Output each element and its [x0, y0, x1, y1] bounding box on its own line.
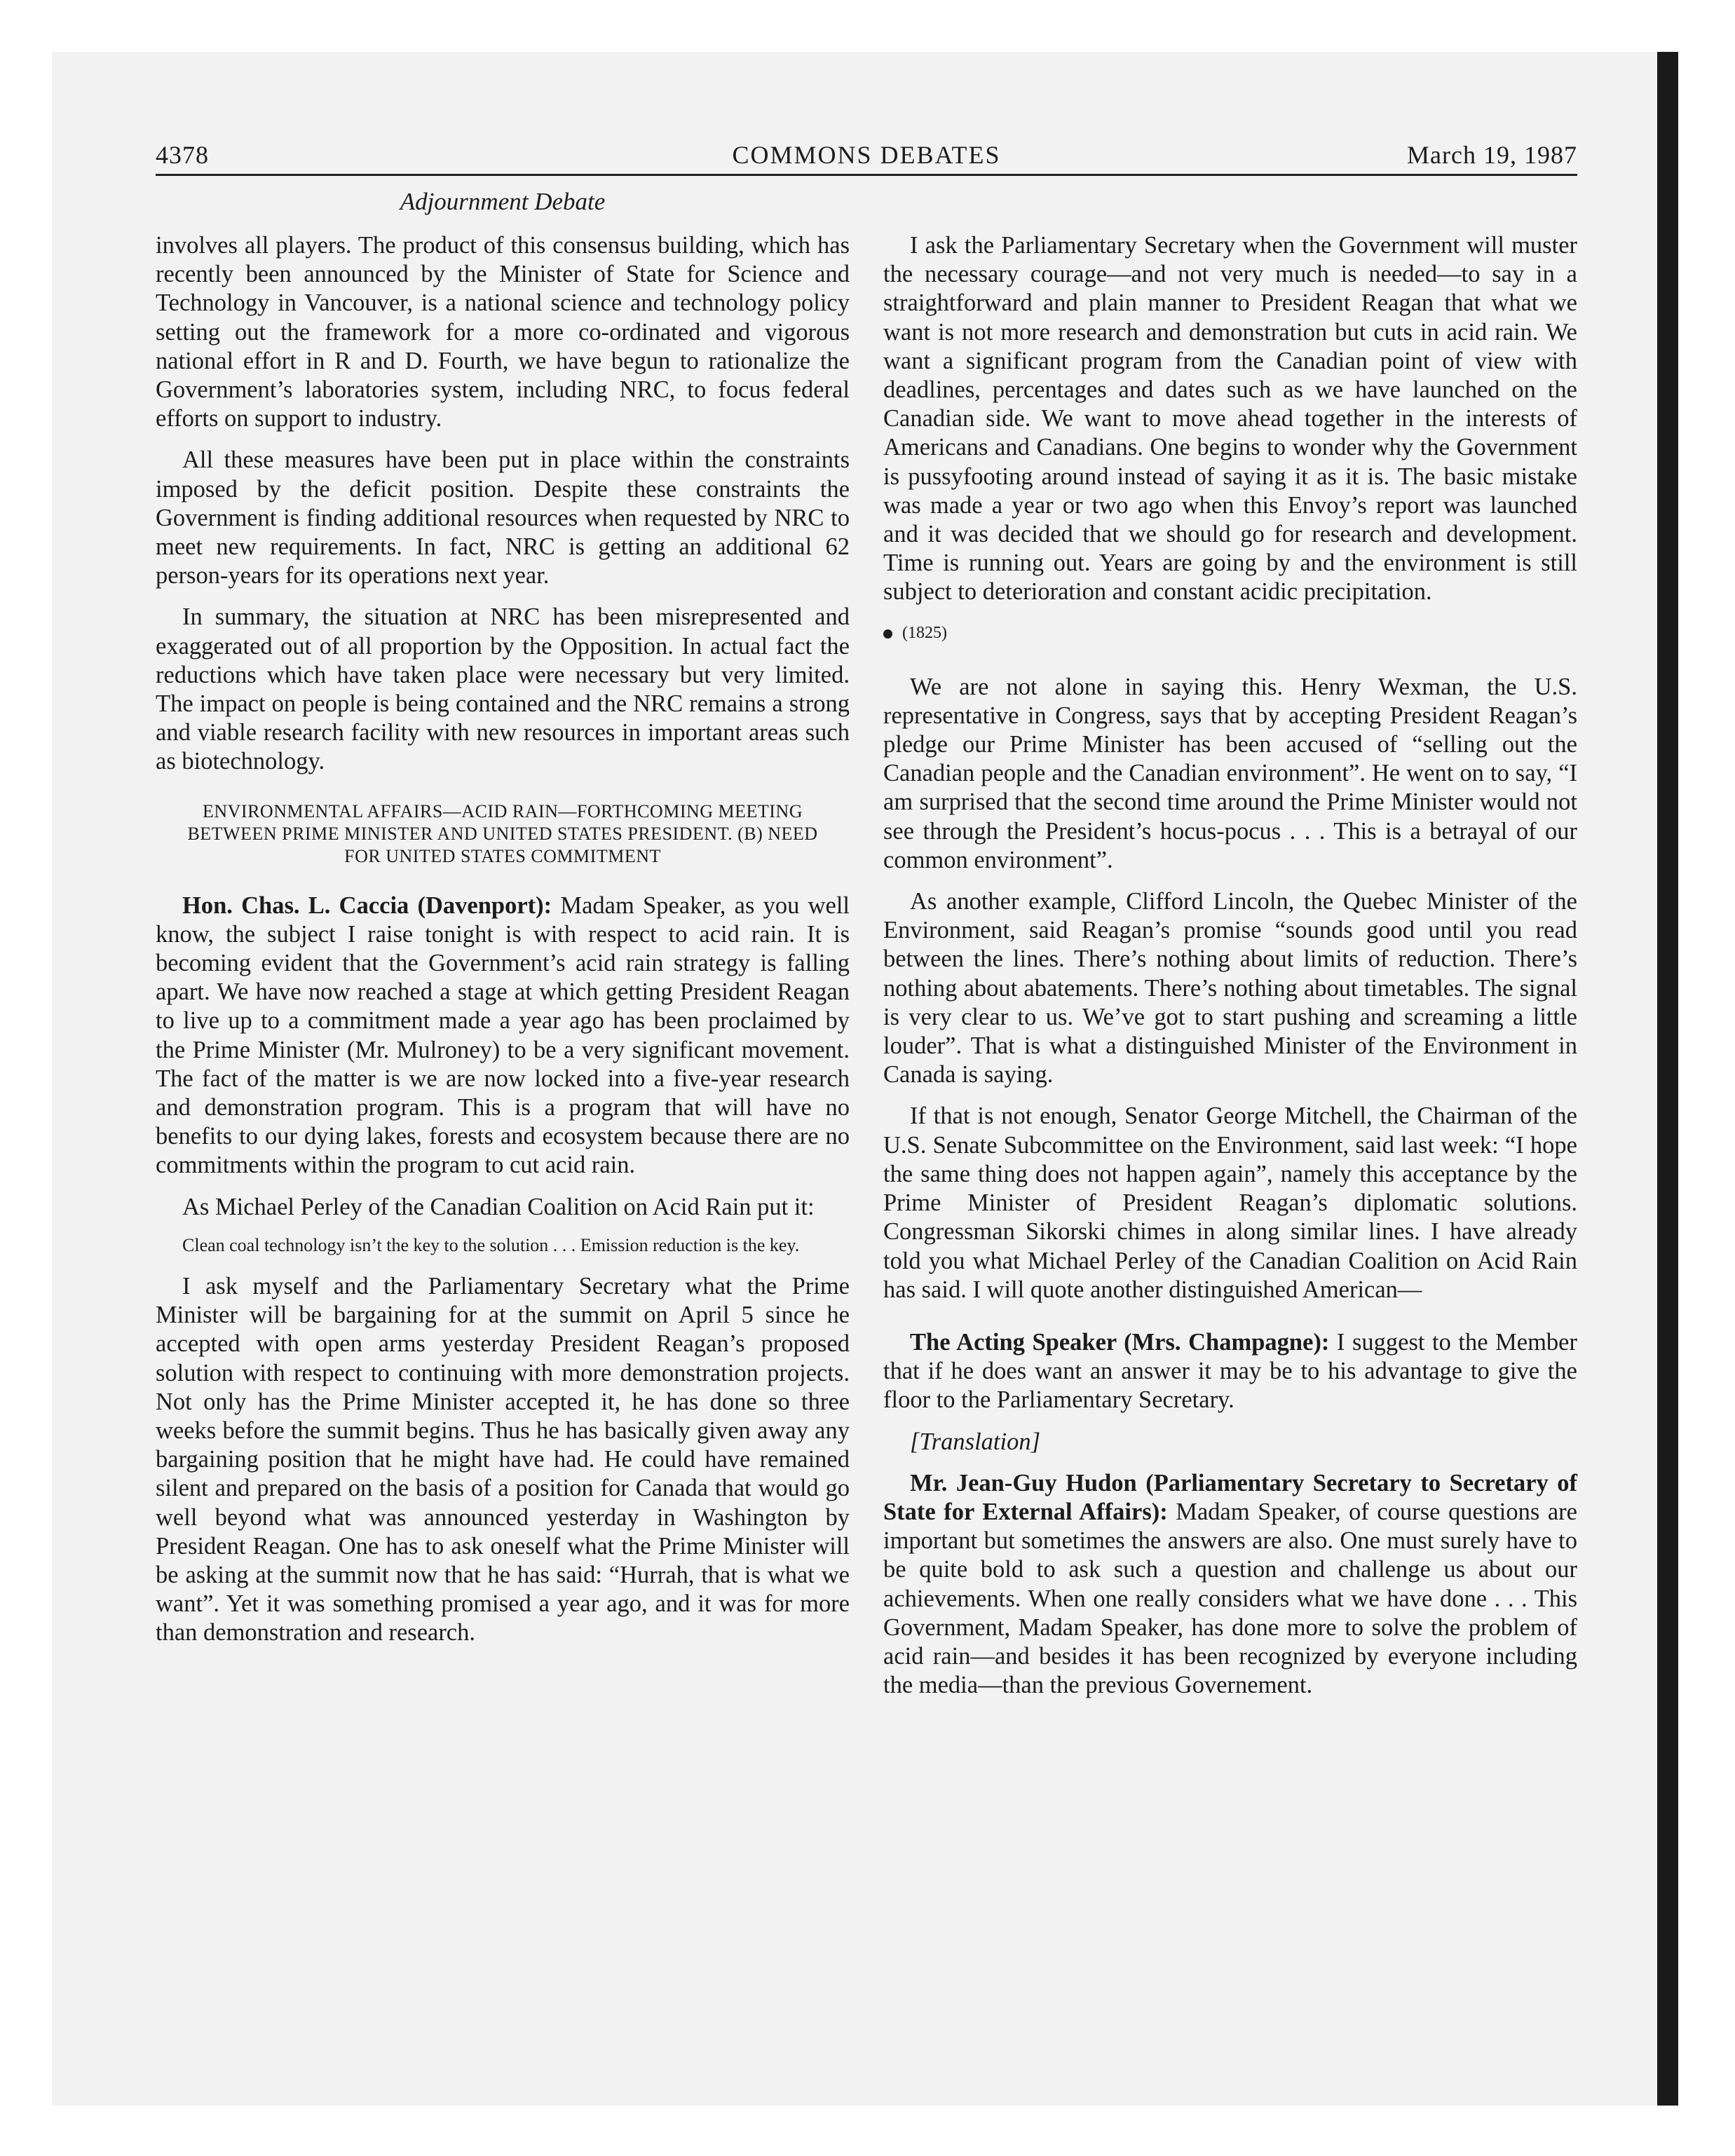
paragraph: As another example, Clifford Lincoln, the Quebec Minister of the Environment, said Reagan’s promise “sounds good until you read between the lines. There’s nothing about limits of reduction. There’s nothing about abatements. There’s nothing about timetables. The signal is very clear to us. We’ve got to start pushing and screaming a little louder”. That is what a distinguished Minister of the Environment in Canada is saying. [883, 888, 1577, 1089]
translation-label: [Translation] [910, 1428, 1041, 1455]
left-column [156, 231, 850, 1660]
section-title: Adjournment Debate [400, 188, 606, 215]
paragraph: I ask myself and the Parliamentary Secretary what the Prime Minister will be bargaining for at the summit on April 5 since he accepted with open arms yesterday President Reagan’s proposed solution with respect to continuing with more demonstration projects. Not only has the Prime Minister accepted it, he has done so three weeks before the summit begins. Thus he has basically given away any bargaining position that he might have had. He could have remained silent and prepared on the basis of a position for Canada that would go well beyond what was announced yesterday in Washington by President Reagan. One has to ask oneself what the Prime Minister will be asking at the summit now that he has said: “Hurrah, that is what we want”. Yet it was something promised a year ago, and it was for more than demonstration and research. [156, 1272, 850, 1646]
right-column [883, 231, 1577, 1712]
paragraph: In summary, the situation at NRC has been misrepresented and exaggerated out of all proportion by the Opposition. In actual fact the reductions which have taken place were necessary but very limited. The impact on people is being contained and the NRC remains a strong and viable research facility with new resources in important areas such as biotechnology. [156, 603, 850, 775]
paragraph: If that is not enough, Senator George Mitchell, the Chairman of the U.S. Senate Subcommittee on the Environment, said last week: “I hope the same thing does not happen again”, namely this acceptance by the Prime Minister of President Reagan’s diplomatic solutions. Congressman Sikorski chimes in along similar lines. I have already told you what Michael Perley of the Canadian Coalition on Acid Rain has said. I will quote another distinguished American— [883, 1103, 1577, 1303]
time-marker-text: (1825) [902, 623, 947, 642]
running-header [156, 135, 1577, 176]
speech-text: I suggest to the Member that if he does want an answer it may be to his advantage to give the floor to the Parliamentary Secretary. [883, 1328, 1577, 1414]
page-edge-shadow [1657, 52, 1678, 2106]
speaker-name: The Acting Speaker (Mrs. Champagne): [910, 1328, 1330, 1356]
speaker-name: Mr. Jean-Guy Hudon (Parliamentary Secretary to Secretary of State for External Affairs): [883, 1469, 1577, 1525]
paragraph: We are not alone in saying this. Henry Wexman, the U.S. representative in Congress, says that by accepting President Reagan’s pledge our Prime Minister has been accused of “selling out the Canadian people and the Canadian environment”. He went on to say, “I am surprised that the second time around the Prime Minister would not see through the President’s hocus-pocus . . . This is a betrayal of our common environment”. [883, 673, 1577, 873]
speech-paragraph [883, 1328, 1577, 1415]
bullet-icon [883, 629, 892, 639]
paragraph: All these measures have been put in place within the constraints imposed by the deficit position. Despite these constraints the Government is finding additional resources when requested by NRC to meet new requirements. In fact, NRC is getting an additional 62 person-years for its operations next year. [156, 446, 850, 589]
block-quote: Clean coal technology isn’t the key to the solution . . . Emission reduction is the key. [182, 1234, 800, 1255]
publication-title: COMMONS DEBATES [732, 141, 1001, 169]
speech-paragraph [156, 892, 850, 1180]
paragraph: involves all players. The product of this consensus building, which has recently been announced by the Minister of State for Science and Technology in Vancouver, is a national science and technology policy setting out the framework for a more co-ordinated and vigorous national effort in R and D. Fourth, we have begun to rationalize the Government’s laboratories system, including NRC, to focus federal efforts on support to industry. [156, 232, 850, 432]
time-marker [883, 622, 1577, 643]
speaker-name: Hon. Chas. L. Caccia (Davenport): [182, 892, 552, 919]
paragraph: I ask the Parliamentary Secretary when the Government will muster the necessary courage—and not very much is needed—to say in a straightforward and plain manner to President Reagan that what we want is not more research and demonstration but cuts in acid rain. We want a significant program from the Canadian point of view with deadlines, percentages and dates such as we have launched on the Canadian side. We want to move ahead together in the interests of Americans and Canadians. One begins to wonder why the Government is pussyfooting around instead of saying it as it is. The basic mistake was made a year or two ago when this Envoy’s report was launched and it was decided that we should go for research and development. Time is running out. Years are going by and the environment is still subject to deterioration and constant acidic precipitation. [883, 232, 1577, 606]
publication-date: March 19, 1987 [1407, 141, 1577, 169]
topic-heading: ENVIRONMENTAL AFFAIRS—ACID RAIN—FORTHCOMING MEETING BETWEEN PRIME MINISTER AND UNITED STATES PRESIDENT. (B) NEED FOR UNITED STATES COMMITMENT [187, 800, 818, 866]
speech-text: Madam Speaker, of course questions are important but sometimes the answers are also. One must surely have to be quite bold to ask such a question and challenge us about our achievements. When one really considers what we have done . . . This Government, Madam Speaker, has done more to solve the problem of acid rain—and besides it has been recognized by everyone including the media—than the previous Governement. [883, 1498, 1577, 1699]
translation-label-text: Translation [919, 1428, 1031, 1455]
paragraph: As Michael Perley of the Canadian Coalition on Acid Rain put it: [182, 1193, 815, 1220]
speech-text: Madam Speaker, as you well know, the subject I raise tonight is with respect to acid rain. It is becoming evident that the Government’s acid rain strategy is falling apart. We have now reached a stage at which getting President Reagan to live up to a commitment made a year ago has been proclaimed by the Prime Minister (Mr. Mulroney) to be a very significant movement. The fact of the matter is we are now locked into a five-year research and demonstration program. This is a program that will have no benefits to our dying lakes, forests and ecosystem because there are no commitments within the program to cut acid rain. [156, 892, 850, 1179]
page-number: 4378 [156, 141, 209, 169]
speech-paragraph [883, 1469, 1577, 1700]
